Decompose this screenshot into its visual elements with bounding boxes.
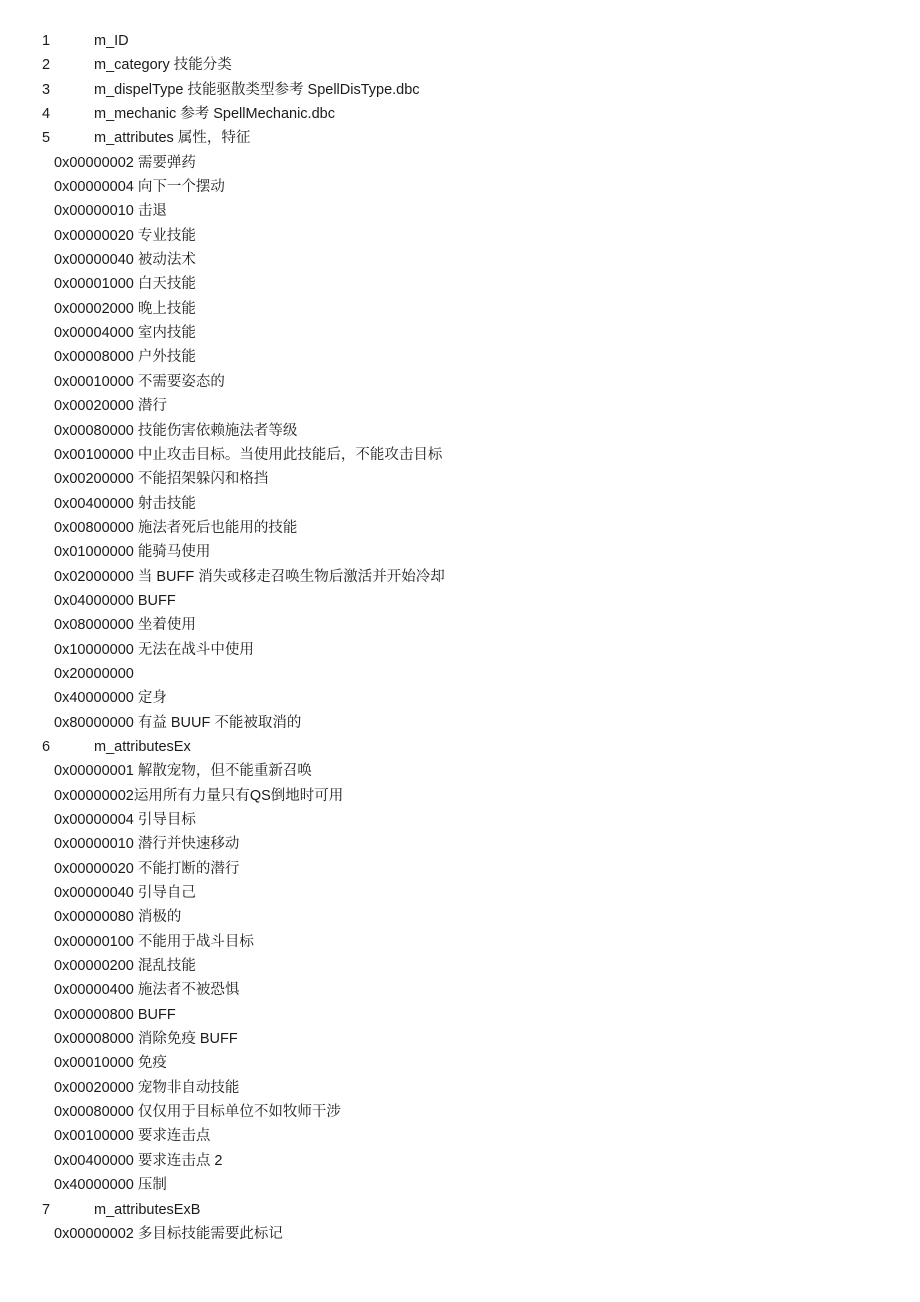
flag-value-line [0, 881, 920, 905]
flag-value-line [0, 613, 920, 637]
flag-description: 0x00004000 室内技能 [54, 325, 196, 342]
flag-description: 0x00000010 潜行并快速移动 [54, 836, 240, 853]
flag-description: 0x00000020 不能打断的潜行 [54, 860, 240, 877]
flag-description: 0x00020000 潜行 [54, 398, 167, 415]
flag-value-line [0, 394, 920, 418]
numbered-field-line [0, 126, 920, 150]
flag-value-line [0, 954, 920, 978]
flag-value-line [0, 759, 920, 783]
field-description: m_ID [94, 33, 129, 49]
numbered-field-line [0, 735, 920, 759]
flag-value-line [0, 905, 920, 929]
flag-value-line [0, 784, 920, 808]
flag-description: 0x00000800 BUFF [54, 1006, 176, 1023]
numbered-field-line [0, 1198, 920, 1222]
flag-value-line [0, 808, 920, 832]
flag-value-line [0, 1051, 920, 1075]
flag-value-line [0, 199, 920, 223]
document-body [0, 29, 920, 1246]
flag-description: 0x00000002运用所有力量只有QS倒地时可用 [54, 787, 344, 804]
numbered-field-line [0, 102, 920, 126]
numbered-field-line [0, 53, 920, 77]
flag-value-line [0, 321, 920, 345]
flag-description: 0x00000200 混乱技能 [54, 958, 196, 975]
flag-value-line [0, 248, 920, 272]
flag-value-line [0, 224, 920, 248]
flag-value-line [0, 1076, 920, 1100]
flag-description: 0x00000004 向下一个摆动 [54, 179, 225, 196]
flag-value-line [0, 857, 920, 881]
flag-description: 0x80000000 有益 BUUF 不能被取消的 [54, 714, 302, 731]
flag-value-line [0, 272, 920, 296]
flag-description: 0x08000000 坐着使用 [54, 617, 196, 634]
flag-value-line [0, 1222, 920, 1246]
flag-value-line [0, 1149, 920, 1173]
flag-description: 0x00000002 多目标技能需要此标记 [54, 1225, 283, 1242]
flag-value-line [0, 930, 920, 954]
flag-value-line [0, 345, 920, 369]
field-description: m_attributes 属性，特征 [94, 130, 251, 147]
line-number: 6 [42, 738, 51, 755]
flag-description: 0x00000100 不能用于战斗目标 [54, 933, 254, 950]
flag-description: 0x00800000 施法者死后也能用的技能 [54, 519, 298, 536]
line-number: 7 [42, 1201, 51, 1218]
flag-description: 0x02000000 当 BUFF 消失或移走召唤生物后激活并开始冷却 [54, 568, 445, 585]
field-description: m_mechanic 参考 SpellMechanic.dbc [94, 106, 335, 123]
flag-description: 0x00200000 不能招架躲闪和格挡 [54, 471, 269, 488]
flag-value-line [0, 1100, 920, 1124]
flag-value-line [0, 297, 920, 321]
flag-description: 0x00000040 引导自己 [54, 885, 196, 902]
numbered-field-line [0, 29, 920, 53]
flag-value-line [0, 589, 920, 613]
flag-description: 0x00080000 仅仅用于目标单位不如牧师干涉 [54, 1104, 341, 1121]
flag-value-line [0, 638, 920, 662]
flag-description: 0x04000000 BUFF [54, 592, 176, 609]
flag-description: 0x00002000 晚上技能 [54, 300, 196, 317]
flag-description: 0x01000000 能骑马使用 [54, 544, 211, 561]
field-description: m_dispelType 技能驱散类型参考 SpellDisType.dbc [94, 81, 420, 98]
flag-value-line [0, 467, 920, 491]
flag-description: 0x20000000 [54, 665, 134, 682]
numbered-field-line [0, 78, 920, 102]
flag-description: 0x00000002 需要弹药 [54, 154, 196, 171]
field-description: m_category 技能分类 [94, 57, 232, 74]
flag-value-line [0, 711, 920, 735]
flag-value-line [0, 1124, 920, 1148]
flag-value-line [0, 1173, 920, 1197]
flag-description: 0x00000080 消极的 [54, 909, 182, 926]
flag-description: 0x40000000 定身 [54, 690, 167, 707]
flag-value-line [0, 540, 920, 564]
flag-description: 0x00400000 射击技能 [54, 495, 196, 512]
flag-value-line [0, 175, 920, 199]
line-number: 1 [42, 33, 51, 49]
line-number: 3 [42, 81, 51, 98]
flag-value-line [0, 1027, 920, 1051]
field-description: m_attributesExB [94, 1201, 201, 1218]
flag-description: 0x00000004 引导目标 [54, 812, 196, 828]
flag-value-line [0, 662, 920, 686]
flag-description: 0x00080000 技能伤害依赖施法者等级 [54, 422, 298, 439]
flag-description: 0x00100000 中止攻击目标。当使用此技能后，不能攻击目标 [54, 446, 443, 463]
line-number: 4 [42, 106, 51, 123]
flag-description: 0x00000001 解散宠物，但不能重新召唤 [54, 763, 312, 780]
flag-description: 0x00001000 白天技能 [54, 276, 196, 293]
flag-value-line [0, 516, 920, 540]
flag-value-line [0, 443, 920, 467]
flag-description: 0x00000020 专业技能 [54, 227, 196, 244]
flag-value-line [0, 832, 920, 856]
flag-description: 0x00000400 施法者不被恐惧 [54, 982, 240, 999]
flag-value-line [0, 151, 920, 175]
flag-description: 0x00400000 要求连击点 2 [54, 1152, 223, 1169]
flag-description: 0x00000010 击退 [54, 203, 167, 220]
field-description: m_attributesEx [94, 738, 191, 755]
flag-value-line [0, 419, 920, 443]
flag-value-line [0, 978, 920, 1002]
line-number: 2 [42, 57, 51, 74]
flag-description: 0x00008000 消除免疫 BUFF [54, 1031, 238, 1048]
flag-description: 0x00010000 免疫 [54, 1055, 167, 1072]
flag-description: 0x00020000 宠物非自动技能 [54, 1079, 240, 1096]
flag-description: 0x00100000 要求连击点 [54, 1128, 211, 1145]
flag-value-line [0, 492, 920, 516]
flag-value-line [0, 1003, 920, 1027]
flag-description: 0x00000040 被动法术 [54, 252, 196, 269]
line-number: 5 [42, 130, 51, 147]
flag-description: 0x40000000 压制 [54, 1177, 167, 1194]
flag-description: 0x00008000 户外技能 [54, 349, 196, 366]
flag-value-line [0, 370, 920, 394]
flag-description: 0x00010000 不需要姿态的 [54, 373, 225, 390]
flag-description: 0x10000000 无法在战斗中使用 [54, 641, 254, 658]
flag-value-line [0, 565, 920, 589]
flag-value-line [0, 686, 920, 710]
